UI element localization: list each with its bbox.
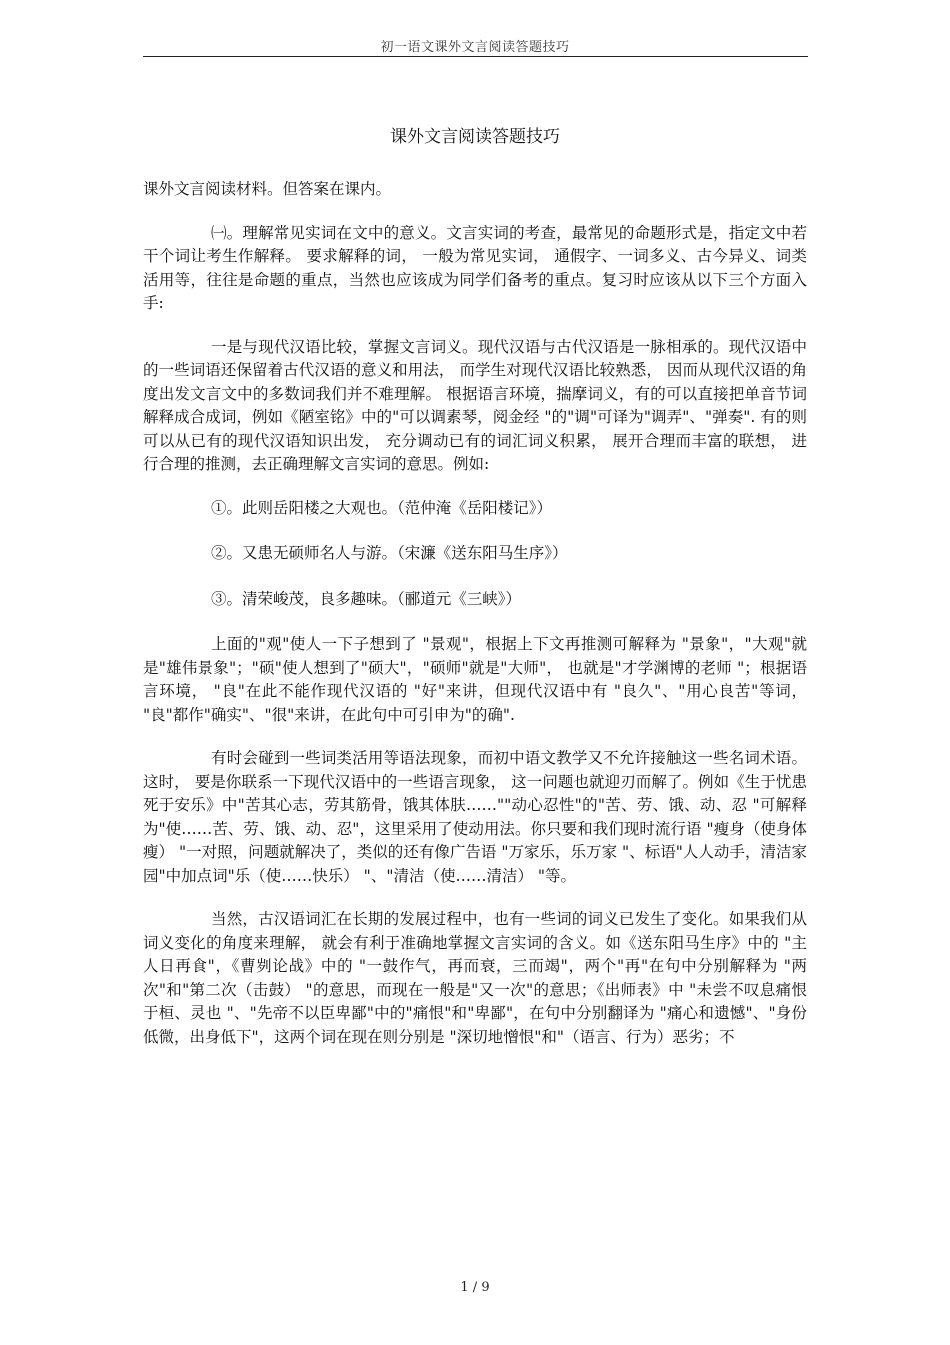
paragraph-3: 上面的"观"使人一下子想到了 "景观"，根据上下文再推测可解释为 "景象"，"大观"就是"雄伟景象"；"硕"使人想到了"硕大"，"硕师"就是"大师"， 也就是"才学渊博的老师 "；根据语言环境， "良"在此不能作现代汉语的 "好"来讲，但现代汉语中有 "良久"、"用心良苦"等词， "良"都作"确实"、"很"来讲，在此句中可引申为"的确". [143, 635, 807, 724]
paragraph-5: 当然，古汉语词汇在长期的发展过程中，也有一些词的词义已发生了变化。如果我们从词义变化的角度来理解， 就会有利于准确地掌握文言实词的含义。如《送东阳马生序》中的 "主人日再食"，《曹刿论战》中的 "一鼓作气，再而衰，三而竭"，两个"再"在句中分别解释为 "两次"和"第二次（击鼓） "的意思，而现在一般是"又一次"的意思；《出师表》中 "未尝不叹息痛恨于桓、灵也 "、"先帝不以臣卑鄙"中的"痛恨"和"卑鄙"，在句中分别翻译为 "痛心和遗憾"、"身份低微，出身低下"，这两个词在现在则分别是 "深切地憎恨"和"（语言、行为）恶劣；不 [143, 910, 807, 1046]
paragraph-2: 一是与现代汉语比较，掌握文言词义。现代汉语与古代汉语是一脉相承的。现代汉语中的一些词语还保留着古代汉语的意义和用法， 而学生对现代汉语比较熟悉， 因而从现代汉语的角度出发文言文中的多数词我们并不难理解。 根据语言环境，揣摩词义，有的可以直接把单音节词解释成合成词，例如《陋室铭》中的"可以调素琴，阅金经 "的"调"可译为"调弄"、"弹奏". 有的则可以从已有的现代汉语知识出发， 充分调动已有的词汇词义积累， 展开合理而丰富的联想， 进行合理的推测，去正确理解文言实词的意思。例如: [143, 337, 807, 473]
paragraph-4: 有时会碰到一些词类活用等语法现象，而初中语文教学又不允许接触这一些名词术语。 这时， 要是你联系一下现代汉语中的一些语言现象， 这一问题也就迎刃而解了。例如《生于忧患 死于安乐》中"苦其心志，劳其筋骨，饿其体肤……""动心忍性"的"苦、劳、饿、动、忍 "可解释为"使……苦、劳、饿、动、忍"，这里采用了使动用法。你只要和我们现时流行语 "瘦身（使身体瘦） "一对照，问题就解决了，类似的还有像广告语 "万家乐，乐万家 "、标语"人人动手，清洁家园"中加点词"乐（使……快乐） "、"清洁（使……清洁） "等。 [143, 749, 807, 885]
paragraph-1: ㈠。理解常见实词在文中的意义。文言实词的考查，最常见的命题形式是，指定文中若干个词让考生作解释。 要求解释的词， 一般为常见实词， 通假字、一词多义、古今异义、词类活用等，往往是命题的重点，当然也应该成为同学们备考的重点。复习时应该从以下三个方面入手: [143, 223, 807, 312]
example-item-3: ③。清荣峻茂，良多趣味。（郦道元《三峡》） [211, 589, 522, 608]
document-title: 课外文言阅读答题技巧 [390, 127, 560, 147]
page-number: 1 / 9 [460, 1280, 490, 1295]
header-divider [143, 56, 808, 57]
intro-paragraph: 课外文言阅读材料。但答案在课内。 [143, 180, 392, 198]
document-body [143, 124, 807, 1069]
example-item-1: ①。此则岳阳楼之大观也。（范仲淹《岳阳楼记》） [211, 498, 553, 517]
running-header-title: 初一语文课外文言阅读答题技巧 [380, 40, 570, 55]
example-item-2: ②。又患无硕师名人与游。（宋濂《送东阳马生序》） [211, 544, 568, 562]
